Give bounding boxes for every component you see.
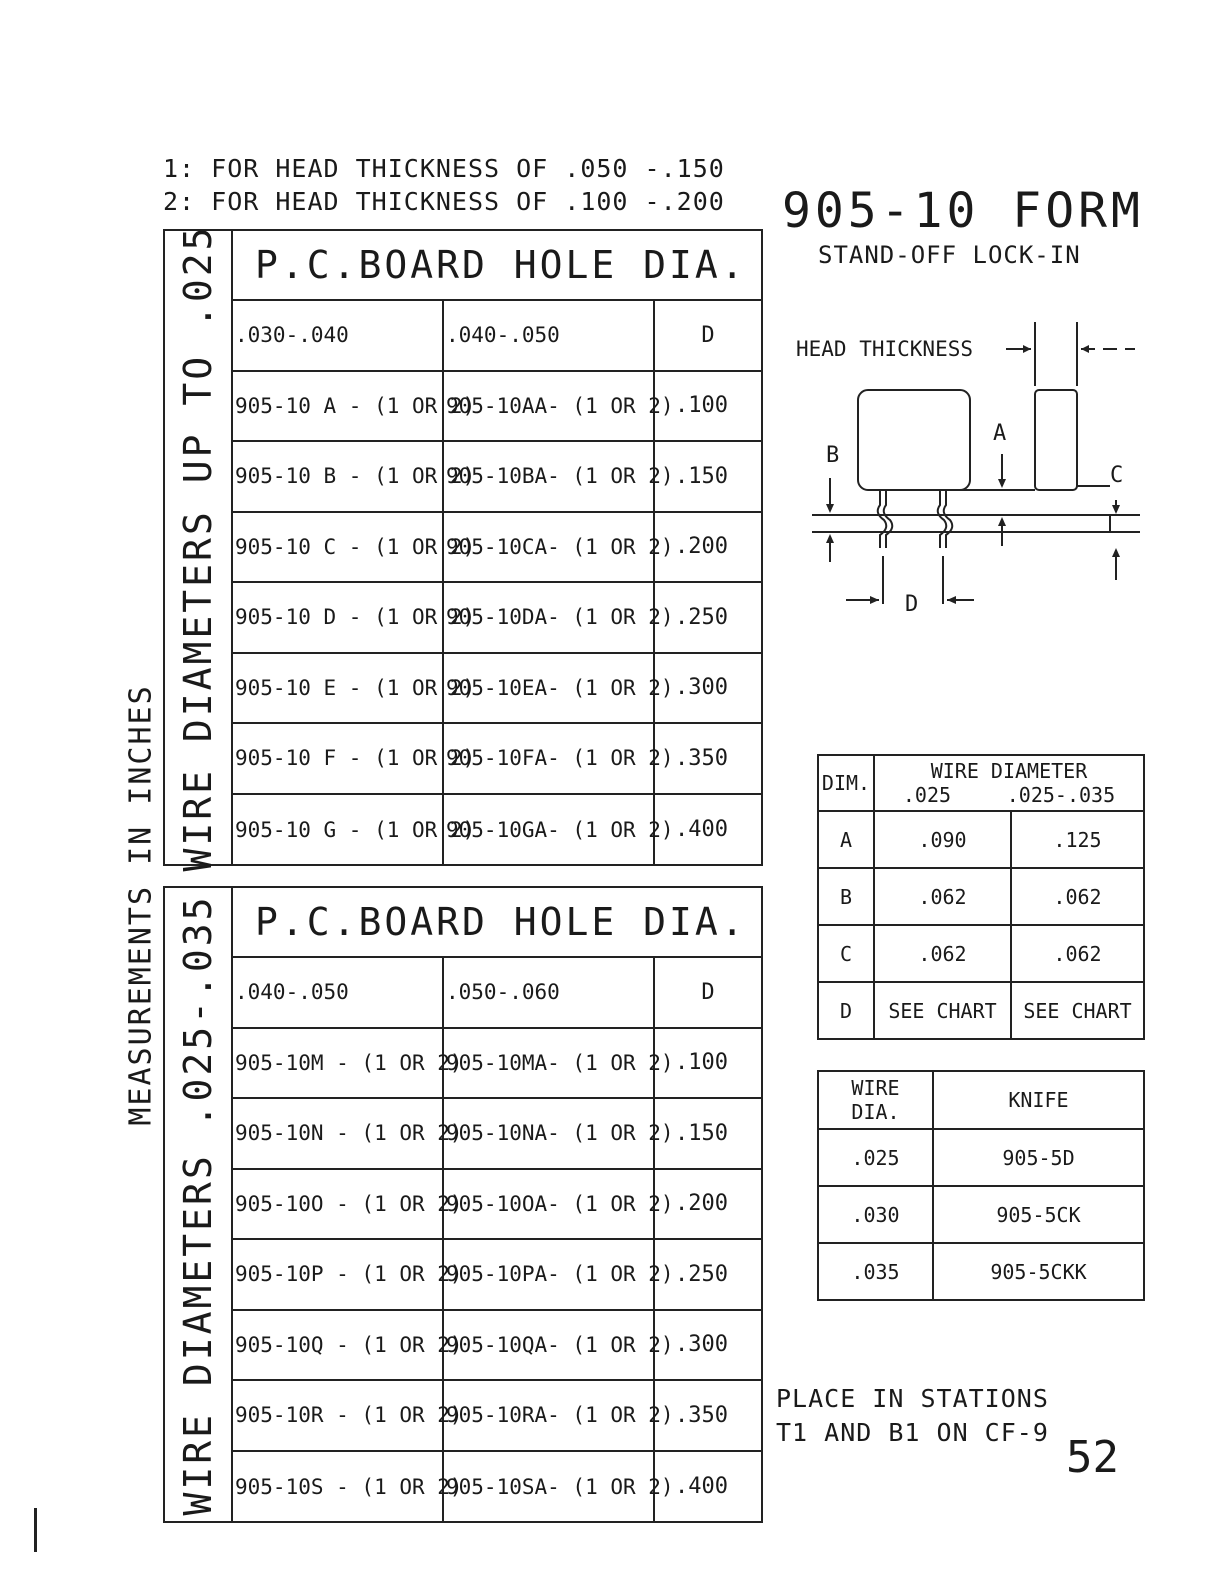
dim-value: SEE CHART: [1011, 982, 1144, 1039]
d-value: .100: [675, 393, 728, 419]
wire-dia-value: .025: [818, 1129, 933, 1186]
wire-diameter-title: WIRE DIAMETER: [930, 759, 1088, 783]
part-number: 905-10Q - (1 OR 2): [233, 1311, 444, 1380]
table-row: [818, 1129, 1144, 1186]
part-number: 905-10 A - (1 OR 2): [233, 372, 444, 441]
d-value: .300: [675, 1332, 728, 1358]
wire-header-line1: WIRE: [851, 1076, 900, 1100]
dim-value: .062: [874, 925, 1011, 982]
table-row: [233, 1240, 761, 1311]
dim-value: .062: [1011, 925, 1144, 982]
part-number: 905-10SA- (1 OR 2): [444, 1452, 655, 1523]
part-number: 905-10P - (1 OR 2): [233, 1240, 444, 1309]
table-row: [233, 654, 761, 725]
table1-vertical-label: WIRE DIAMETERS UP TO .025: [165, 231, 233, 864]
d-value: .400: [675, 1474, 728, 1500]
knife-table: [817, 1070, 1145, 1301]
part-number: 905-10M - (1 OR 2): [233, 1029, 444, 1098]
d-value: .150: [675, 463, 728, 489]
table-row: [233, 1381, 761, 1452]
dim-letter: A: [818, 811, 874, 868]
dim-c-label: C: [1110, 463, 1124, 488]
d-value: .100: [675, 1050, 728, 1076]
knife-value: 905-5CKK: [933, 1243, 1144, 1300]
part-number: 905-10MA- (1 OR 2): [444, 1029, 655, 1098]
dim-b-label: B: [826, 443, 840, 468]
part-number: 905-10 F - (1 OR 2): [233, 724, 444, 793]
d-value: .250: [675, 604, 728, 630]
wire-dia-value: .030: [818, 1186, 933, 1243]
margin-mark: [34, 1508, 37, 1552]
d-value: .350: [675, 1402, 728, 1428]
wire-dia-col-1: .025: [902, 783, 952, 807]
table1-header: P.C.BOARD HOLE DIA.: [233, 231, 761, 301]
part-number: 905-10FA- (1 OR 2): [444, 724, 655, 793]
dim-a-label: A: [993, 421, 1007, 446]
page-number: 52: [1066, 1432, 1119, 1483]
wire-header-line2: DIA.: [851, 1100, 900, 1124]
table-row: [818, 982, 1144, 1039]
table-row: [233, 583, 761, 654]
table2-vertical-label: WIRE DIAMETERS .025-.035: [165, 888, 233, 1521]
table-row: [233, 1452, 761, 1523]
table1-col-hole-1: .030-.040: [233, 301, 444, 370]
part-number: 905-10PA- (1 OR 2): [444, 1240, 655, 1309]
part-number: 905-10 C - (1 OR 2): [233, 513, 444, 582]
table2-col-d: D: [701, 979, 715, 1005]
d-value: .150: [675, 1120, 728, 1146]
part-number: 905-10 E - (1 OR 2): [233, 654, 444, 723]
dim-value: .125: [1011, 811, 1144, 868]
part-table-up-to-025: [163, 224, 763, 871]
placement-note-2: T1 AND B1 ON CF-9: [776, 1418, 1049, 1447]
part-number: 905-10EA- (1 OR 2): [444, 654, 655, 723]
d-value: .300: [675, 675, 728, 701]
measurements-label: MEASUREMENTS IN INCHES: [123, 684, 159, 1126]
dim-value: .090: [874, 811, 1011, 868]
part-number: 905-10BA- (1 OR 2): [444, 442, 655, 511]
part-number: 905-10QA- (1 OR 2): [444, 1311, 655, 1380]
table-row: [818, 925, 1144, 982]
wire-dia-col-2: .025-.035: [1006, 783, 1116, 807]
part-number: 905-10O - (1 OR 2): [233, 1170, 444, 1239]
table-row: [818, 1243, 1144, 1300]
table-row: [233, 1311, 761, 1382]
part-number: 905-10DA- (1 OR 2): [444, 583, 655, 652]
part-number: 905-10 B - (1 OR 2): [233, 442, 444, 511]
dim-letter: D: [818, 982, 874, 1039]
knife-header: KNIFE: [933, 1071, 1144, 1129]
knife-value: 905-5D: [933, 1129, 1144, 1186]
table-row: [818, 868, 1144, 925]
table-row: [233, 1029, 761, 1100]
dim-value: .062: [874, 868, 1011, 925]
part-number: 905-10 D - (1 OR 2): [233, 583, 444, 652]
part-table-025-035: [163, 886, 763, 1523]
dim-value: .062: [1011, 868, 1144, 925]
note-head-thickness-2: 2: FOR HEAD THICKNESS OF .100 -.200: [163, 187, 725, 216]
table-row: [233, 442, 761, 513]
dim-letter: C: [818, 925, 874, 982]
dim-d-label: D: [905, 592, 919, 617]
part-number: 905-10GA- (1 OR 2): [444, 795, 655, 866]
wire-dia-header: [818, 1071, 933, 1129]
dim-header: DIM.: [818, 755, 874, 811]
d-value: .350: [675, 745, 728, 771]
table1-col-hole-2: .040-.050: [444, 301, 655, 370]
d-value: .400: [675, 817, 728, 843]
part-number: 905-10N - (1 OR 2): [233, 1099, 444, 1168]
wire-diameter-header: [874, 755, 1144, 811]
table2-col-hole-2: .050-.060: [444, 958, 655, 1027]
dim-letter: B: [818, 868, 874, 925]
part-number: 905-10NA- (1 OR 2): [444, 1099, 655, 1168]
head-thickness-label: HEAD THICKNESS: [796, 337, 974, 361]
table-row: [233, 795, 761, 866]
d-value: .200: [675, 1191, 728, 1217]
dim-value: SEE CHART: [874, 982, 1011, 1039]
table-row: [233, 372, 761, 443]
wire-dia-value: .035: [818, 1243, 933, 1300]
part-number: 905-10AA- (1 OR 2): [444, 372, 655, 441]
d-value: .250: [675, 1261, 728, 1287]
part-number: 905-10R - (1 OR 2): [233, 1381, 444, 1450]
table-row: [818, 811, 1144, 868]
part-number: 905-10RA- (1 OR 2): [444, 1381, 655, 1450]
table2-header: P.C.BOARD HOLE DIA.: [233, 888, 761, 958]
placement-note-1: PLACE IN STATIONS: [776, 1384, 1049, 1413]
table1-col-d: D: [701, 322, 715, 348]
form-title: 905-10 FORM: [782, 183, 1144, 239]
part-number: 905-10CA- (1 OR 2): [444, 513, 655, 582]
table-row: [233, 1170, 761, 1241]
table-row: [818, 1186, 1144, 1243]
table1-column-header-row: [233, 301, 761, 372]
part-number: 905-10OA- (1 OR 2): [444, 1170, 655, 1239]
d-value: .200: [675, 534, 728, 560]
table2-col-hole-1: .040-.050: [233, 958, 444, 1027]
dimension-table: [817, 754, 1145, 1040]
note-head-thickness-1: 1: FOR HEAD THICKNESS OF .050 -.150: [163, 154, 725, 183]
table-row: [233, 513, 761, 584]
part-number: 905-10 G - (1 OR 2): [233, 795, 444, 866]
table-row: [233, 724, 761, 795]
table-row: [233, 1099, 761, 1170]
table2-column-header-row: [233, 958, 761, 1029]
form-subtitle: STAND-OFF LOCK-IN: [818, 241, 1081, 269]
knife-value: 905-5CK: [933, 1186, 1144, 1243]
part-number: 905-10S - (1 OR 2): [233, 1452, 444, 1523]
